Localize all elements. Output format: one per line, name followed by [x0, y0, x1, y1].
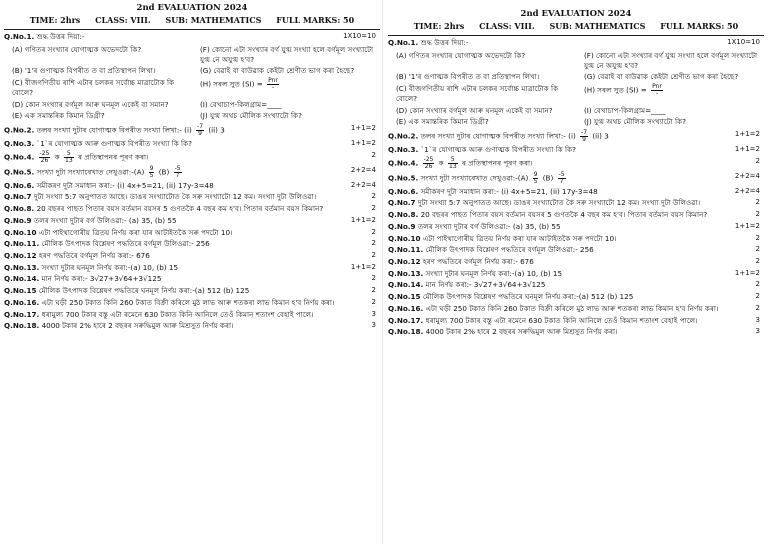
- question-number: Q.No.9: [4, 215, 32, 225]
- question-number: Q.No.10: [4, 227, 37, 237]
- question-marks: 2+2=4: [734, 186, 760, 195]
- question-text-cont: (B): [542, 173, 554, 183]
- question-row: [388, 327, 764, 337]
- question-row: [388, 316, 764, 326]
- question-text-end: ৰ প্ৰতিস্থাপনৰ পূৰণ কৰা।: [77, 152, 149, 162]
- question-row: [388, 280, 764, 290]
- question-text: তলৰ সংখ্যা দুটাৰ যোগাত্মক বিপৰীত সংখ্যা লিখা:- (i): [420, 131, 576, 141]
- question-row: [388, 198, 764, 208]
- fraction: $\frac{-25}{26}$: [39, 149, 50, 164]
- question-marks: 2: [755, 292, 760, 301]
- question-text: তলৰ সংখ্যা দুটাৰ বৰ্গ উলিওৱা:- (a) 35, (b) 55: [33, 215, 177, 225]
- question-number: Q.No.3.: [388, 145, 419, 155]
- question-text: সংখ্যা দুটা সংখ্যাৰেখাত দেখুওৱা:-(A): [36, 167, 145, 177]
- question-row: [4, 216, 380, 226]
- q1-options: [4, 44, 380, 122]
- question-number: Q.No.8.: [4, 204, 35, 214]
- q1-options: [388, 50, 764, 128]
- question-number: Q.No.6.: [4, 180, 35, 190]
- subject-label: SUB: MATHEMATICS: [549, 21, 646, 32]
- question-text: মৌলিক উৎপাদক বিশ্লেষণ পদ্ধতিৰে ঘনমূল নিৰ্ণয় কৰা:-(a) 512 (b) 125: [422, 292, 634, 302]
- question-text: এটা পাইথাগোৰীয় ত্ৰিতয় নিৰ্ণয় কৰা যাৰ আটাইতকৈ সৰু পদটো 10।: [38, 227, 233, 237]
- question-number: Q.No.2.: [4, 125, 35, 135]
- question-row: [388, 210, 764, 220]
- question-marks: 2: [371, 274, 376, 283]
- question-marks: 1+1=2: [350, 139, 376, 148]
- time-label: TIME: 2hrs: [29, 15, 81, 26]
- marks-label: FULL MARKS: 50: [660, 21, 739, 32]
- fraction: $\frac{5}{13}$: [65, 149, 73, 164]
- question-row: [4, 321, 380, 331]
- si-formula: $\frac{\text{Pnr}}{-}$: [652, 83, 662, 98]
- question-marks: 1+1=2: [734, 130, 760, 139]
- option-h: (H) সৰল সুত (SI) = $\frac{\text{Pnr}}{-}$: [200, 77, 278, 92]
- page-divider: [382, 0, 383, 544]
- question-marks: 1+1=2: [734, 145, 760, 154]
- question-text: এটা ঘড়ী 250 টকাত কিনি 260 টকাত বিক্ৰী কৰিলে মুঠ লাভ আৰু শতকৰা লাভ কিমান হ'ব নিৰ্ণয় কৰা।: [425, 303, 719, 313]
- question-number: Q.No.14.: [4, 274, 40, 284]
- question-row: [4, 181, 380, 191]
- option-b: (B) '1'ৰ গুণাত্মক বিপৰীত ত বা প্ৰতিস্থাপন লিখা।: [12, 66, 156, 76]
- question-row: [388, 187, 764, 197]
- option-e: (E) এক সমান্তৰিক কিমান ডিগ্ৰী?: [396, 117, 489, 127]
- question-row: [388, 234, 764, 244]
- question-marks: 2: [371, 286, 376, 295]
- question-marks: 2: [371, 150, 376, 159]
- question-list: [4, 124, 380, 331]
- question-marks: 2: [371, 227, 376, 236]
- question-text: সমীকৰণ দুটা সমাধান কৰা:- (i) 4x+5=21, (ii) 17y-3=48: [36, 180, 214, 190]
- question-text: মান নিৰ্ণয় কৰা:- 3√27+3√64+3√125: [425, 280, 546, 290]
- question-1: [4, 32, 380, 42]
- question-1: [388, 38, 764, 48]
- question-number: Q.No.12: [4, 251, 37, 261]
- question-row: [4, 151, 380, 164]
- question-marks: 1+1=2: [350, 262, 376, 271]
- question-marks: 1X10=10: [343, 32, 376, 41]
- question-text: শুদ্ধ উত্তৰ দিয়া:-: [36, 32, 85, 42]
- question-text: তলৰ সংখ্যা দুটাৰ বৰ্গ উলিওৱা:- (a) 35, (b) 55: [417, 221, 561, 231]
- question-number: Q.No.17.: [4, 309, 40, 319]
- subject-label: SUB: MATHEMATICS: [165, 15, 262, 26]
- question-marks: 1+1=2: [734, 268, 760, 277]
- question-text-cont: ক: [438, 158, 444, 168]
- question-row: [4, 139, 380, 149]
- question-number: Q.No.6.: [388, 186, 419, 196]
- question-number: Q.No.17.: [388, 315, 424, 325]
- option-j: (J) যুগ্ম অথচ মৌলিক সংখ্যাটো কি?: [584, 117, 686, 127]
- question-row: [388, 157, 764, 170]
- question-text: এটা ঘড়ী 250 টকাত কিনি 260 টকাত বিক্ৰী কৰিলে মুঠ লাভ আৰু শতকৰা লাভ কিমান হ'ব নিৰ্ণয় কৰা।: [41, 297, 335, 307]
- question-text: এটা পাইথাগোৰীয় ত্ৰিতয় নিৰ্ণয় কৰা যাৰ আটাইতকৈ সৰু পদটো 10।: [422, 233, 617, 243]
- question-row: [4, 298, 380, 308]
- fraction: $\frac{-7}{9}$: [197, 123, 204, 138]
- question-text: সংখ্যা দুটাৰ ঘনমূল নিৰ্ণয় কৰা:-(a) 10, (b) 15: [425, 268, 563, 278]
- question-marks: 2: [371, 251, 376, 260]
- question-marks: 1+1=2: [734, 221, 760, 230]
- question-row: [4, 251, 380, 261]
- question-marks: 2: [371, 192, 376, 201]
- question-number: Q.No.3.: [4, 139, 35, 149]
- question-text: `1`ৰ যোগাত্মক আৰু গুণাত্মক বিপৰীত সংখ্যা কি কি?: [36, 139, 192, 149]
- question-number: Q.No.13.: [4, 262, 40, 272]
- question-text: মৌলিক উৎপাদক বিশ্লেষণ পদ্ধতিৰে ঘনমূল নিৰ্ণয় কৰা:-(a) 512 (b) 125: [38, 286, 250, 296]
- question-marks: 1+1=2: [350, 215, 376, 224]
- question-number: Q.No.5.: [4, 167, 35, 177]
- class-label: CLASS: VIII.: [479, 21, 535, 32]
- time-label: TIME: 2hrs: [413, 21, 465, 32]
- fraction: $\frac{9}{5}$: [149, 164, 154, 179]
- question-number: Q.No.1.: [388, 38, 419, 48]
- question-marks: 2: [755, 233, 760, 242]
- paper-meta: [388, 21, 764, 32]
- question-text: 20 বছৰৰ পাছত পিতাৰ বয়স বৰ্তমান বয়সৰ 5 গুণতকৈ 4 বছৰ কম হ'ব। পিতাৰ বৰ্তমান বয়স কিমান?: [36, 204, 324, 214]
- option-c: (C) বীজগণিতীয় ৰাশি এটাৰ চলকৰ সৰ্বোচ্চ মাত্ৰাটোক কি বোলে?: [12, 78, 175, 97]
- question-text: হৰণ পদ্ধতিৰে বৰ্গমূল নিৰ্ণয় কৰা:- 676: [422, 257, 534, 267]
- question-text: মান নিৰ্ণয় কৰা:- 3√27+3√64+3√125: [41, 274, 162, 284]
- question-row: [4, 166, 380, 179]
- question-number: Q.No.16.: [388, 303, 424, 313]
- question-marks: 3: [371, 309, 376, 318]
- option-e: (E) এক সমান্তৰিক কিমান ডিগ্ৰী?: [12, 111, 105, 121]
- si-formula: $\frac{\text{Pnr}}{-}$: [268, 77, 278, 92]
- question-number: Q.No.11.: [4, 239, 40, 249]
- option-d: (D) কোন সংখ্যাৰ বৰ্গমূল আৰু ঘনমূল একেই বা সমান?: [12, 99, 169, 109]
- question-number: Q.No.16.: [4, 297, 40, 307]
- option-b: (B) '1'ৰ গুণাত্মক বিপৰীত ত বা প্ৰতিস্থাপন লিখা।: [396, 72, 540, 82]
- question-text: ধৰামুল্য 700 টকাৰ বস্তু এটা ৰমেনে 630 টকাত কিনি আনিলে তেওঁ কিমান শতাংশ বেহাই পালে।: [425, 315, 698, 325]
- question-number: Q.No.13.: [388, 268, 424, 278]
- question-marks: 2: [371, 297, 376, 306]
- option-c: (C) বীজগণিতীয় ৰাশি এটাৰ চলকৰ সৰ্বোচ্চ মাত্ৰাটোক কি বোলে?: [396, 84, 559, 103]
- question-number: Q.No.7: [388, 198, 416, 208]
- question-marks: 1X10=10: [727, 38, 760, 47]
- question-text: তলৰ সংখ্যা দুটাৰ যোগাত্মক বিপৰীত সংখ্যা লিখা:- (i): [36, 125, 192, 135]
- question-text: 20 বছৰৰ পাছত পিতাৰ বয়স বৰ্তমান বয়সৰ 5 গুণতকৈ 4 বছৰ কম হ'ব। পিতাৰ বৰ্তমান বয়স কিমান?: [420, 210, 708, 220]
- question-text: সংখ্যা দুটা সংখ্যাৰেখাত দেখুওৱা:-(A): [420, 173, 529, 183]
- question-text-cont: (ii) 3: [592, 131, 609, 141]
- question-row: [388, 130, 764, 143]
- evaluation-title: 2nd EVALUATION 2024: [520, 9, 632, 19]
- question-number: Q.No.1.: [4, 32, 35, 42]
- option-j: (J) যুগ্ম অথচ মৌলিক সংখ্যাটো কি?: [200, 111, 302, 121]
- question-number: Q.No.9: [388, 221, 416, 231]
- question-text: শুদ্ধ উত্তৰ দিয়া:-: [420, 38, 469, 48]
- question-number: Q.No.8.: [388, 210, 419, 220]
- question-number: Q.No.7: [4, 192, 32, 202]
- question-number: Q.No.14.: [388, 280, 424, 290]
- option-f: (F) কোনো এটা সংখ্যাৰ বৰ্গ যুগ্ম সংখ্যা হলে বৰ্গমূল সংখ্যাটো যুগ্ম নে অযুগ্ম হ'ব?: [200, 44, 374, 64]
- question-marks: 2: [371, 204, 376, 213]
- question-number: Q.No.12: [388, 257, 421, 267]
- question-marks: 2: [755, 257, 760, 266]
- question-row: [388, 222, 764, 232]
- option-a: (A) গণিতৰ সংখ্যাৰ যোগাত্মক অভেদটো কি?: [396, 50, 526, 60]
- question-text-end: ৰ প্ৰতিস্থাপনৰ পূৰণ কৰা।: [461, 158, 533, 168]
- question-marks: 2: [755, 210, 760, 219]
- question-marks: 2: [755, 303, 760, 312]
- question-row: [4, 239, 380, 249]
- question-text-cont: ক: [54, 152, 60, 162]
- question-row: [388, 292, 764, 302]
- question-text-cont: (ii) 3: [208, 125, 225, 135]
- question-text: `1`ৰ যোগাত্মক আৰু গুণাত্মক বিপৰীত সংখ্যা কি কি?: [420, 145, 576, 155]
- option-d: (D) কোন সংখ্যাৰ বৰ্গমূল আৰু ঘনমূল একেই বা সমান?: [396, 105, 553, 115]
- evaluation-title: 2nd EVALUATION 2024: [136, 3, 248, 13]
- question-row: [4, 263, 380, 273]
- question-text: সমীকৰণ দুটা সমাধান কৰা:- (i) 4x+5=21, (ii) 17y-3=48: [420, 186, 598, 196]
- fraction: $\frac{5}{13}$: [449, 155, 457, 170]
- option-i: (I) বেখাচাপ-কিলগ্ৰাম=____: [584, 105, 666, 115]
- question-marks: 3: [371, 321, 376, 330]
- question-marks: 2+2=4: [350, 180, 376, 189]
- question-number: Q.No.15: [388, 292, 421, 302]
- question-number: Q.No.10: [388, 233, 421, 243]
- question-marks: 2+2=4: [350, 165, 376, 174]
- question-number: Q.No.18.: [4, 321, 40, 331]
- question-number: Q.No.15: [4, 286, 37, 296]
- question-number: Q.No.4.: [4, 152, 35, 162]
- question-row: [4, 192, 380, 202]
- question-marks: 2+2=4: [734, 171, 760, 180]
- question-row: [388, 245, 764, 255]
- option-h: (H) সৰল সুত (SI) = $\frac{\text{Pnr}}{-}$: [584, 83, 662, 98]
- paper-header: [4, 0, 380, 26]
- option-g: (G) বেৱাই বা বাউৱাক কেইটা শ্ৰেণীত ভাগ কৰা হৈছে?: [200, 66, 355, 76]
- paper-meta: [4, 15, 380, 26]
- question-row: [4, 274, 380, 284]
- question-marks: 2: [371, 239, 376, 248]
- question-number: Q.No.11.: [388, 245, 424, 255]
- question-marks: 2: [755, 156, 760, 165]
- question-row: [388, 172, 764, 185]
- fraction: $\frac{-5}{7}$: [174, 164, 181, 179]
- question-row: [388, 269, 764, 279]
- class-label: CLASS: VIII.: [95, 15, 151, 26]
- question-row: [4, 310, 380, 320]
- question-text: মৌলিক উৎপাদক বিশ্লেষণ পদ্ধতিৰে বৰ্গমূল উলিওৱা:- 256: [41, 239, 210, 249]
- question-text: সংখ্যা দুটাৰ ঘনমূল নিৰ্ণয় কৰা:-(a) 10, (b) 15: [41, 262, 179, 272]
- question-row: [4, 228, 380, 238]
- option-f: (F) কোনো এটা সংখ্যাৰ বৰ্গ যুগ্ম সংখ্যা হলে বৰ্গমূল সংখ্যাটো যুগ্ম নে অযুগ্ম হ'ব?: [584, 50, 758, 70]
- question-row: [388, 257, 764, 267]
- fraction: $\frac{-5}{7}$: [558, 170, 565, 185]
- paper-header: [388, 6, 764, 32]
- question-number: Q.No.4.: [388, 158, 419, 168]
- question-marks: 3: [755, 315, 760, 324]
- question-marks: 2: [755, 245, 760, 254]
- option-g: (G) বেৱাই বা বাউৱাক কেইটা শ্ৰেণীত ভাগ কৰা হৈছে?: [584, 72, 739, 82]
- question-text: দুটা সংখ্যা 5:7 অনুপাতত আছে। ডাঙৰ সংখ্যাটোত কৈ সৰু সংখ্যাটো 12 কম। সংখ্যা দুটা উলিওৱা।: [33, 192, 317, 202]
- question-marks: 2: [755, 198, 760, 207]
- question-number: Q.No.18.: [388, 327, 424, 337]
- question-marks: 3: [755, 327, 760, 336]
- question-text: 4000 টকাৰ 2% হাৰে 2 বছৰৰ সৰুদ্ধিমুল আৰু মিশ্ৰসুত নিৰ্ণয় কৰা।: [41, 321, 234, 331]
- question-sheet-right: [388, 6, 764, 550]
- header-rule: [4, 29, 380, 30]
- question-row: [4, 124, 380, 137]
- question-text: ধৰামুল্য 700 টকাৰ বস্তু এটা ৰমেনে 630 টকাত কিনি আনিলে তেওঁ কিমান শতাংশ বেহাই পালে।: [41, 309, 314, 319]
- marks-label: FULL MARKS: 50: [276, 15, 355, 26]
- question-row: [4, 286, 380, 296]
- question-row: [388, 304, 764, 314]
- question-text: মৌলিক উৎপাদক বিশ্লেষণ পদ্ধতিৰে বৰ্গমূল উলিওৱা:- 256: [425, 245, 594, 255]
- fraction: $\frac{9}{5}$: [533, 170, 538, 185]
- question-number: Q.No.2.: [388, 131, 419, 141]
- fraction: $\frac{-7}{9}$: [581, 129, 588, 144]
- option-a: (A) গণিতৰ সংখ্যাৰ যোগাত্মক অভেদটো কি?: [12, 44, 142, 54]
- header-rule: [388, 35, 764, 36]
- question-marks: 1+1=2: [350, 124, 376, 133]
- question-text-cont: (B): [158, 167, 170, 177]
- question-text: হৰণ পদ্ধতিৰে বৰ্গমূল নিৰ্ণয় কৰা:- 676: [38, 251, 150, 261]
- question-sheet-left: [4, 0, 380, 544]
- question-marks: 2: [755, 280, 760, 289]
- option-i: (I) বেখাচাপ-কিলগ্ৰাম=____: [200, 99, 282, 109]
- question-number: Q.No.5.: [388, 173, 419, 183]
- question-row: [388, 145, 764, 155]
- question-row: [4, 204, 380, 214]
- question-text: 4000 টকাৰ 2% হাৰে 2 বছৰৰ সৰুদ্ধিমুল আৰু মিশ্ৰসুত নিৰ্ণয় কৰা।: [425, 327, 618, 337]
- question-list: [388, 130, 764, 337]
- question-text: দুটা সংখ্যা 5:7 অনুপাতত আছে। ডাঙৰ সংখ্যাটোত কৈ সৰু সংখ্যাটো 12 কম। সংখ্যা দুটা উলিওৱা।: [417, 198, 701, 208]
- fraction: $\frac{-25}{26}$: [423, 155, 434, 170]
